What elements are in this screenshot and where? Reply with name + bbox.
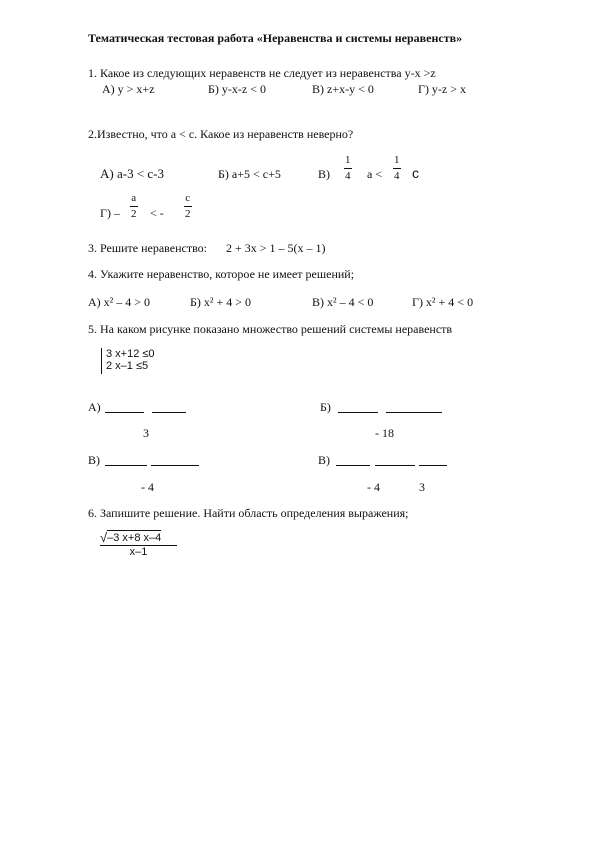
question-2-option-d-fraction-1: $\frac{a}{2}$	[131, 192, 137, 220]
number-line-d-segment-2	[375, 465, 415, 466]
question-2-option-d-fraction-2: $\frac{c}{2}$	[185, 192, 191, 220]
question-5-option-c-label: В)	[88, 453, 100, 467]
question-2-option-a: А) a-3 < c-3	[100, 166, 164, 181]
expression-denominator: x–1	[129, 546, 148, 558]
number-line-d-segment-3	[419, 465, 447, 466]
domain-expression	[100, 530, 177, 558]
number-line-b-segment-1	[338, 412, 378, 413]
question-2-option-c-fraction-1: $\frac{1}{4}$	[345, 154, 351, 182]
question-2-option-c-end: c	[412, 165, 419, 181]
number-line-b-segment-2	[386, 412, 442, 413]
question-2-option-b: Б) a+5 < c+5	[218, 167, 281, 181]
system-line-1: 3 x+12 ≤0	[106, 348, 155, 360]
question-5-option-c-value: - 4	[141, 480, 154, 494]
question-4-option-d: Г) x² + 4 < 0	[412, 295, 474, 309]
question-5-option-b-label: Б)	[320, 400, 331, 414]
question-2-option-d-middle: < -	[150, 206, 164, 220]
question-4-option-b: Б) x² + 4 > 0	[190, 295, 252, 309]
question-1-option-d: Г) y-z > x	[418, 82, 467, 96]
number-line-d-segment-1	[336, 465, 370, 466]
question-5-option-d-value-2: 3	[419, 480, 425, 494]
question-1-text: 1. Какое из следующих неравенств не следует из неравенства y-x >z	[88, 66, 436, 80]
number-line-c-segment-1	[105, 465, 147, 466]
question-4-option-c: В) x² – 4 < 0	[312, 295, 374, 309]
question-5-option-a-label: А)	[88, 400, 101, 414]
question-2-text: 2.Известно, что a < c. Какое из неравенств неверно?	[88, 127, 354, 141]
number-line-a-segment-2	[152, 412, 186, 413]
system-line-2: 2 x–1 ≤5	[106, 360, 149, 372]
question-1-option-c: В) z+x-y < 0	[312, 82, 374, 96]
radicand: –3 x+8 x–4	[107, 532, 162, 544]
question-2-option-d-label: Г) –	[100, 206, 120, 220]
question-3-label: 3. Решите неравенство:	[88, 241, 207, 255]
question-2-option-c-label: В)	[318, 167, 330, 181]
number-line-a-segment-1	[105, 412, 144, 413]
question-3-expression: 2 + 3x > 1 – 5(x – 1)	[226, 241, 326, 255]
question-2-option-c-fraction-2: $\frac{1}{4}$	[394, 154, 400, 182]
question-5-option-b-value: - 18	[375, 426, 394, 440]
sqrt-sign-icon: √	[100, 530, 108, 545]
question-4-text: 4. Укажите неравенство, которое не имеет решений;	[88, 267, 355, 281]
inequality-system	[101, 348, 155, 374]
question-1-option-b: Б) y-x-z < 0	[208, 82, 266, 96]
question-5-option-a-value: 3	[143, 426, 149, 440]
expression-numerator	[100, 530, 177, 544]
question-5-text: 5. На каком рисунке показано множество решений системы неравенств	[88, 322, 453, 336]
number-line-c-segment-2	[151, 465, 199, 466]
question-5-option-d-value-1: - 4	[367, 480, 380, 494]
page-title: Тематическая тестовая работа «Неравенства и системы неравенств»	[88, 31, 463, 45]
question-5-option-d-label: В)	[318, 453, 330, 467]
question-1-option-a: А) y > x+z	[102, 82, 155, 96]
question-4-option-a: А) x² – 4 > 0	[88, 295, 151, 309]
question-6-text: 6. Запишите решение. Найти область определения выражения;	[88, 506, 409, 520]
question-2-option-c-middle: a <	[367, 167, 383, 181]
